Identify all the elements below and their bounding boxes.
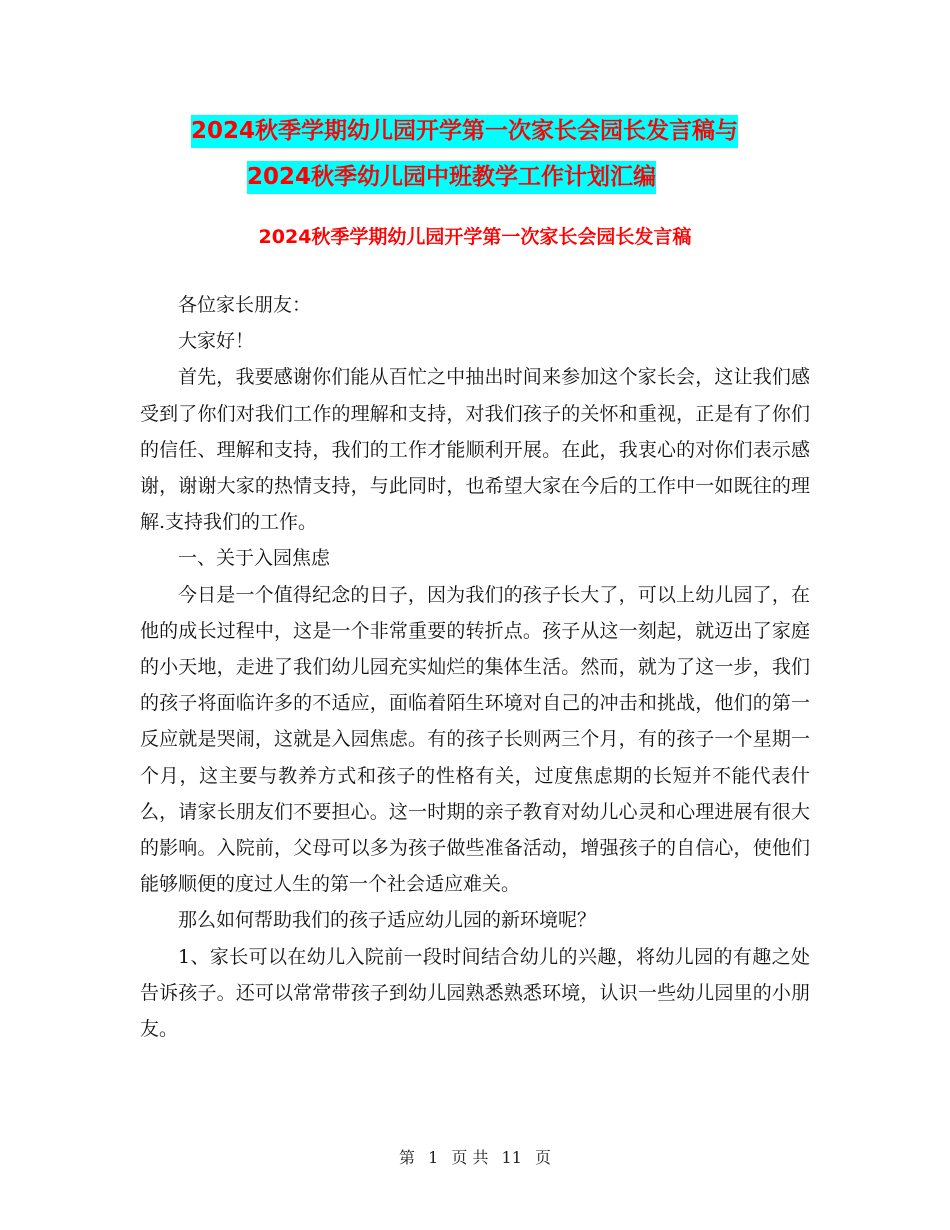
page-label-mid: 页 共 <box>451 1148 489 1167</box>
heading-entry-anxiety: 一、关于入园焦虑 <box>178 547 331 570</box>
title-highlight: 2024秋季幼儿园中班教学工作计划汇编 <box>247 161 656 194</box>
paragraph-thanks: 首先，我要感谢你们能从百忙之中抽出时间来参加这个家长会，这让我们感受到了你们对我们工作的理解和支持，对我们孩子的关怀和重视，正是有了你们的信任、理解和支持，我们的工作才能顺利开展。在此，我衷心的对你们表示感谢，谢谢大家的热情支持，与此同时，也希望大家在今后的工作中一如既往的理解.支持我们的工作。 <box>140 366 810 534</box>
page-label-suffix: 页 <box>535 1148 552 1167</box>
document-body <box>140 287 810 1047</box>
paragraph-entry-anxiety: 今日是一个值得纪念的日子，因为我们的孩子长大了，可以上幼儿园了，在他的成长过程中，这是一个非常重要的转折点。孩子从这一刻起，就迈出了家庭的小天地，走进了我们幼儿园充实灿烂的集体生活。然而，就为了这一步，我们的孩子将面临许多的不适应，面临着陌生环境对自己的冲击和挑战，他们的第一反应就是哭闹，这就是入园焦虑。有的孩子长则两三个月，有的孩子一个星期一个月，这主要与教养方式和孩子的性格有关，过度焦虑期的长短并不能代表什么，请家长朋友们不要担心。这一时期的亲子教育对幼儿心灵和心理进展有很大的影响。入院前，父母可以多为孩子做些准备活动，增强孩子的自信心，使他们能够顺便的度过人生的第一个社会适应难关。 <box>140 583 810 896</box>
page-footer <box>0 1145 950 1168</box>
page-current: 1 <box>428 1148 439 1167</box>
paragraph-tip-1: 1、家长可以在幼儿入院前一段时间结合幼儿的兴趣，将幼儿园的有趣之处告诉孩子。还可以常常带孩子到幼儿园熟悉熟悉环境，认识一些幼儿园里的小朋友。 <box>140 945 810 1041</box>
paragraph-question: 那么如何帮助我们的孩子适应幼儿园的新环境呢？ <box>178 909 597 932</box>
document-title-line-2 <box>0 158 950 191</box>
section-title: 2024秋季学期幼儿园开学第一次家长会园长发言稿 <box>258 226 692 248</box>
document-title-line-1 <box>0 112 950 145</box>
page-label-prefix: 第 <box>398 1148 415 1167</box>
title-highlight: 2024秋季学期幼儿园开学第一次家长会园长发言稿与 <box>191 115 738 148</box>
salutation: 各位家长朋友： <box>178 294 312 316</box>
greeting: 大家好！ <box>178 330 255 353</box>
page-total: 11 <box>501 1148 522 1167</box>
